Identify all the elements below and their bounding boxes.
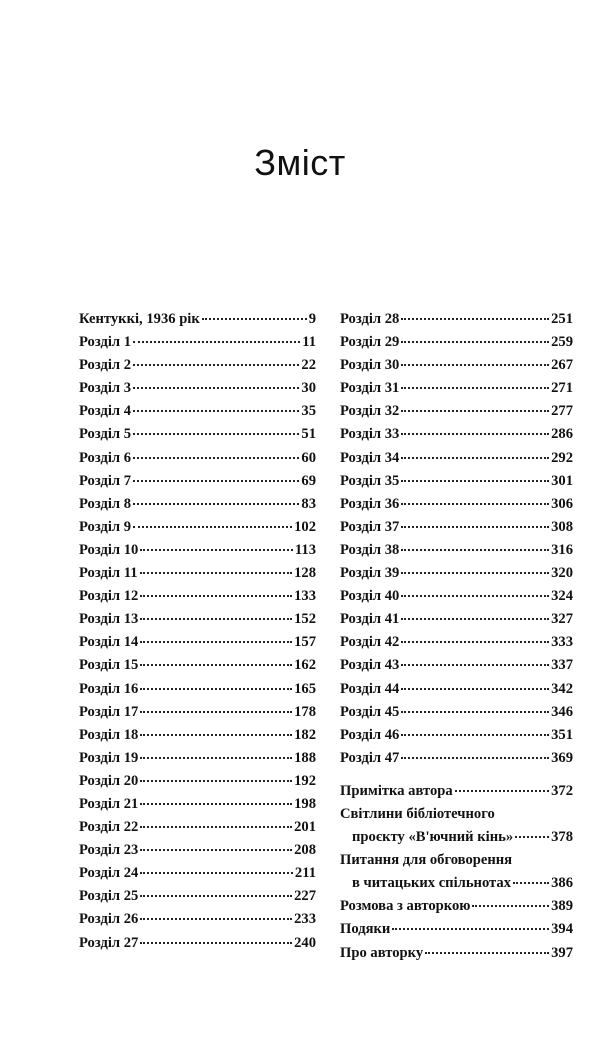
- toc-entry-page: 22: [301, 357, 316, 374]
- dot-leader: [133, 526, 292, 528]
- dot-leader: [140, 641, 292, 643]
- toc-entry-label: Розділ 14: [79, 634, 139, 651]
- toc-entry-label: Розділ 10: [79, 541, 139, 558]
- toc-entry[interactable]: [79, 562, 316, 585]
- toc-entry-label: Розділ 39: [340, 565, 400, 582]
- toc-entry[interactable]: [340, 747, 573, 770]
- dot-leader: [401, 688, 549, 690]
- toc-entry-label: Розділ 15: [79, 657, 139, 674]
- dot-leader: [133, 387, 299, 389]
- toc-entry-page: 157: [294, 634, 316, 651]
- dot-leader: [133, 503, 299, 505]
- toc-entry[interactable]: [79, 908, 316, 931]
- toc-entry[interactable]: [340, 308, 573, 331]
- toc-entry-page: 198: [294, 795, 316, 812]
- toc-entry-label: Розділ 38: [340, 541, 400, 558]
- dot-leader: [140, 918, 292, 920]
- toc-entry-interview[interactable]: [340, 895, 573, 918]
- section-gap: [340, 770, 573, 780]
- toc-entry-label: Розділ 20: [79, 772, 139, 789]
- toc-entry-page: 60: [301, 449, 316, 466]
- toc-entry-page: 182: [294, 726, 316, 743]
- toc-entry[interactable]: [79, 932, 316, 955]
- dot-leader: [392, 928, 549, 930]
- toc-entry-page: 211: [294, 865, 316, 882]
- toc-entry-label: Про авторку: [340, 944, 424, 961]
- dot-leader: [133, 410, 299, 412]
- dot-leader: [455, 790, 549, 792]
- toc-entry[interactable]: [79, 654, 316, 677]
- toc-entry-label: Розділ 46: [340, 726, 400, 743]
- dot-leader: [133, 433, 299, 435]
- dot-leader: [140, 942, 292, 944]
- toc-entry-page: 162: [294, 657, 316, 674]
- toc-entry-label: Розділ 6: [79, 449, 132, 466]
- toc-entry-label: Розділ 23: [79, 842, 139, 859]
- toc-entry-label: проєкту «В'ючний кінь»: [352, 829, 514, 846]
- toc-entry[interactable]: [79, 308, 316, 331]
- toc-entry-label: Розділ 43: [340, 657, 400, 674]
- toc-entry-page: 378: [551, 829, 573, 846]
- toc-entry-label: в читацьких спільнотах: [352, 875, 511, 892]
- dot-leader: [140, 895, 292, 897]
- toc-entry[interactable]: [340, 423, 573, 446]
- dot-leader: [401, 341, 549, 343]
- dot-leader: [140, 849, 292, 851]
- toc-entry-page: 227: [294, 888, 316, 905]
- dot-leader: [140, 734, 292, 736]
- toc-entry-label: Примітка автора: [340, 782, 453, 799]
- toc-entry-label: Розділ 29: [340, 334, 400, 351]
- toc-entry-label: Розділ 22: [79, 819, 139, 836]
- toc-entry-label: Розділ 26: [79, 911, 139, 928]
- toc-entry-page: 306: [551, 495, 573, 512]
- dot-leader: [401, 734, 549, 736]
- toc-left-column: [79, 308, 316, 955]
- toc-entry[interactable]: [79, 631, 316, 654]
- toc-entry-authors-note[interactable]: [340, 780, 573, 803]
- dot-leader: [513, 882, 549, 884]
- toc-entry-page: 208: [294, 842, 316, 859]
- toc-entry-page: 271: [551, 380, 573, 397]
- toc-entry-page: 69: [301, 472, 316, 489]
- toc-entry-label: Розділ 19: [79, 749, 139, 766]
- toc-entry[interactable]: [79, 423, 316, 446]
- toc-entry-label: Розділ 13: [79, 611, 139, 628]
- toc-entry-label: Розділ 21: [79, 795, 139, 812]
- toc-entry-thanks[interactable]: [340, 918, 573, 941]
- toc-entry[interactable]: [340, 447, 573, 470]
- toc-entry-page: 286: [551, 426, 573, 443]
- toc-entry-label: Розмова з авторкою: [340, 898, 471, 915]
- toc-entry[interactable]: [79, 354, 316, 377]
- toc-entry[interactable]: [79, 400, 316, 423]
- toc-entry[interactable]: [340, 470, 573, 493]
- toc-entry-page: 394: [551, 921, 573, 938]
- toc-entry-label: Розділ 2: [79, 357, 132, 374]
- toc-entry[interactable]: [79, 447, 316, 470]
- toc-entry-label: Розділ 32: [340, 403, 400, 420]
- dot-leader: [140, 549, 293, 551]
- toc-entry-label: Розділ 4: [79, 403, 132, 420]
- toc-entry-page: 267: [551, 357, 573, 374]
- dot-leader: [401, 549, 549, 551]
- toc-entry-label: Розділ 40: [340, 588, 400, 605]
- toc-entry-label: Розділ 31: [340, 380, 400, 397]
- toc-entry-page: 346: [551, 703, 573, 720]
- dot-leader: [401, 410, 549, 412]
- toc-entry-page: 369: [551, 749, 573, 766]
- toc-entry-page: 320: [551, 565, 573, 582]
- toc-entry[interactable]: [79, 885, 316, 908]
- toc-entry[interactable]: [79, 377, 316, 400]
- toc-entry[interactable]: [79, 770, 316, 793]
- toc-entry-label: Розділ 30: [340, 357, 400, 374]
- toc-entry-label: Розділ 41: [340, 611, 400, 628]
- toc-entry-label: Розділ 3: [79, 380, 132, 397]
- dot-leader: [140, 711, 292, 713]
- toc-entry-page: 192: [294, 772, 316, 789]
- toc-entry[interactable]: [340, 516, 573, 539]
- toc-entry[interactable]: [79, 678, 316, 701]
- toc-entry-label: Розділ 24: [79, 865, 139, 882]
- toc-entry-label: Розділ 33: [340, 426, 400, 443]
- toc-entry[interactable]: [340, 539, 573, 562]
- toc-entry[interactable]: [79, 747, 316, 770]
- toc-entry-page: 397: [551, 944, 573, 961]
- toc-entry-page: 292: [551, 449, 573, 466]
- toc-entry[interactable]: [340, 724, 573, 747]
- toc-entry-page: 342: [551, 680, 573, 697]
- toc-entry-label: Розділ 44: [340, 680, 400, 697]
- toc-entry[interactable]: [79, 793, 316, 816]
- toc-entry-page: 178: [294, 703, 316, 720]
- toc-entry[interactable]: [340, 585, 573, 608]
- dot-leader: [140, 780, 292, 782]
- dot-leader: [472, 905, 549, 907]
- toc-entry-page: 259: [551, 334, 573, 351]
- dot-leader: [401, 641, 549, 643]
- toc-entry-label: Розділ 42: [340, 634, 400, 651]
- dot-leader: [140, 572, 293, 574]
- toc-entry-label: Питання для обговорення: [340, 852, 513, 869]
- dot-leader: [140, 803, 292, 805]
- toc-entry-page: 51: [301, 426, 316, 443]
- toc-entry-page: 389: [551, 898, 573, 915]
- dot-leader: [401, 503, 549, 505]
- dot-leader: [202, 318, 307, 320]
- toc-entry[interactable]: [340, 631, 573, 654]
- toc-entry[interactable]: [340, 400, 573, 423]
- toc-entry-label: Розділ 7: [79, 472, 132, 489]
- toc-entry-label: Розділ 34: [340, 449, 400, 466]
- toc-entry-page: 308: [551, 518, 573, 535]
- page-title: Зміст: [254, 142, 346, 183]
- toc-entry-page: 327: [551, 611, 573, 628]
- toc-entry-page: 240: [294, 934, 316, 951]
- dot-leader: [401, 364, 549, 366]
- toc-entry-page: 128: [294, 565, 316, 582]
- toc-entry-label: Розділ 8: [79, 495, 132, 512]
- toc-entry[interactable]: [340, 331, 573, 354]
- toc-entry-photos-line2[interactable]: [340, 826, 573, 849]
- toc-entry[interactable]: [340, 377, 573, 400]
- toc-entry-page: 11: [302, 334, 316, 351]
- toc-entry[interactable]: [79, 862, 316, 885]
- toc-entry[interactable]: [340, 354, 573, 377]
- toc-entry-page: 83: [301, 495, 316, 512]
- dot-leader: [140, 872, 293, 874]
- toc-entry-page: 301: [551, 472, 573, 489]
- toc-entry-page: 324: [551, 588, 573, 605]
- dot-leader: [140, 595, 292, 597]
- toc-entry-page: 35: [301, 403, 316, 420]
- toc-entry-label: Розділ 16: [79, 680, 139, 697]
- toc-entry[interactable]: [79, 839, 316, 862]
- toc-entry-page: 30: [301, 380, 316, 397]
- toc-entry-label: Розділ 36: [340, 495, 400, 512]
- toc-entry-label: Подяки: [340, 921, 391, 938]
- dot-leader: [401, 318, 549, 320]
- toc-entry-page: 9: [308, 311, 316, 327]
- toc-entry-page: 333: [551, 634, 573, 651]
- toc-entry-page: 233: [294, 911, 316, 928]
- dot-leader: [140, 664, 292, 666]
- toc-entry[interactable]: [79, 516, 316, 539]
- toc-entry-label: Розділ 28: [340, 311, 400, 327]
- dot-leader: [133, 480, 299, 482]
- toc-entry[interactable]: [340, 678, 573, 701]
- dot-leader: [140, 826, 292, 828]
- toc-entry-page: 372: [551, 782, 573, 799]
- toc-entry[interactable]: [340, 654, 573, 677]
- toc-entry-page: 113: [294, 541, 316, 558]
- toc-entry-label: Світлини бібліотечного: [340, 805, 495, 822]
- toc-entry-questions-line2[interactable]: [340, 872, 573, 895]
- toc-entry-about[interactable]: [340, 942, 573, 965]
- toc-entry-page: 165: [294, 680, 316, 697]
- toc-entry[interactable]: [79, 724, 316, 747]
- toc-entry-label: Розділ 25: [79, 888, 139, 905]
- toc-entry-label: Розділ 45: [340, 703, 400, 720]
- toc-entry[interactable]: [340, 562, 573, 585]
- toc-entry-page: 188: [294, 749, 316, 766]
- dot-leader: [401, 433, 549, 435]
- toc-entry[interactable]: [340, 608, 573, 631]
- toc-entry-page: 201: [294, 819, 316, 836]
- dot-leader: [401, 572, 549, 574]
- dot-leader: [140, 757, 292, 759]
- toc-entry-label: Розділ 11: [79, 565, 138, 582]
- toc-entry-page: 386: [551, 875, 573, 892]
- dot-leader: [133, 341, 300, 343]
- dot-leader: [425, 952, 549, 954]
- toc-entry-photos-line1[interactable]: [340, 803, 573, 826]
- toc-entry-page: 102: [294, 518, 316, 535]
- toc-entry[interactable]: [79, 816, 316, 839]
- toc-entry-page: 251: [551, 311, 573, 327]
- toc-entry[interactable]: [340, 701, 573, 724]
- toc-entry[interactable]: [79, 331, 316, 354]
- dot-leader: [133, 457, 299, 459]
- toc-entry-label: Розділ 27: [79, 934, 139, 951]
- toc-entry-page: 316: [551, 541, 573, 558]
- toc-entry-label: Розділ 12: [79, 588, 139, 605]
- dot-leader: [401, 618, 549, 620]
- toc-entry-label: Розділ 17: [79, 703, 139, 720]
- dot-leader: [401, 711, 549, 713]
- dot-leader: [401, 457, 549, 459]
- dot-leader: [140, 688, 292, 690]
- toc-entry-page: 337: [551, 657, 573, 674]
- dot-leader: [401, 526, 549, 528]
- dot-leader: [401, 664, 549, 666]
- toc-entry-questions-line1[interactable]: [340, 849, 573, 872]
- toc-entry-page: 277: [551, 403, 573, 420]
- toc-entry[interactable]: [79, 470, 316, 493]
- toc-entry-label: Розділ 1: [79, 334, 132, 351]
- toc-entry-page: 152: [294, 611, 316, 628]
- toc-entry[interactable]: [79, 585, 316, 608]
- toc-entry-label: Розділ 35: [340, 472, 400, 489]
- toc-entry-label: Кентуккі, 1936 рік: [79, 311, 200, 327]
- toc-entry-label: Розділ 47: [340, 749, 400, 766]
- dot-leader: [140, 618, 292, 620]
- dot-leader: [401, 387, 549, 389]
- toc-right-column: [340, 308, 573, 965]
- toc-entry[interactable]: [79, 539, 316, 562]
- toc-entry-label: Розділ 9: [79, 518, 132, 535]
- toc-entry[interactable]: [340, 493, 573, 516]
- toc-entry-label: Розділ 37: [340, 518, 400, 535]
- toc-entry-label: Розділ 5: [79, 426, 132, 443]
- dot-leader: [401, 757, 549, 759]
- toc-entry-page: 133: [294, 588, 316, 605]
- toc-entry[interactable]: [79, 701, 316, 724]
- toc-entry-label: Розділ 18: [79, 726, 139, 743]
- dot-leader: [401, 480, 549, 482]
- toc-entry[interactable]: [79, 493, 316, 516]
- dot-leader: [133, 364, 299, 366]
- dot-leader: [515, 836, 549, 838]
- toc-entry[interactable]: [79, 608, 316, 631]
- dot-leader: [401, 595, 549, 597]
- toc-entry-page: 351: [551, 726, 573, 743]
